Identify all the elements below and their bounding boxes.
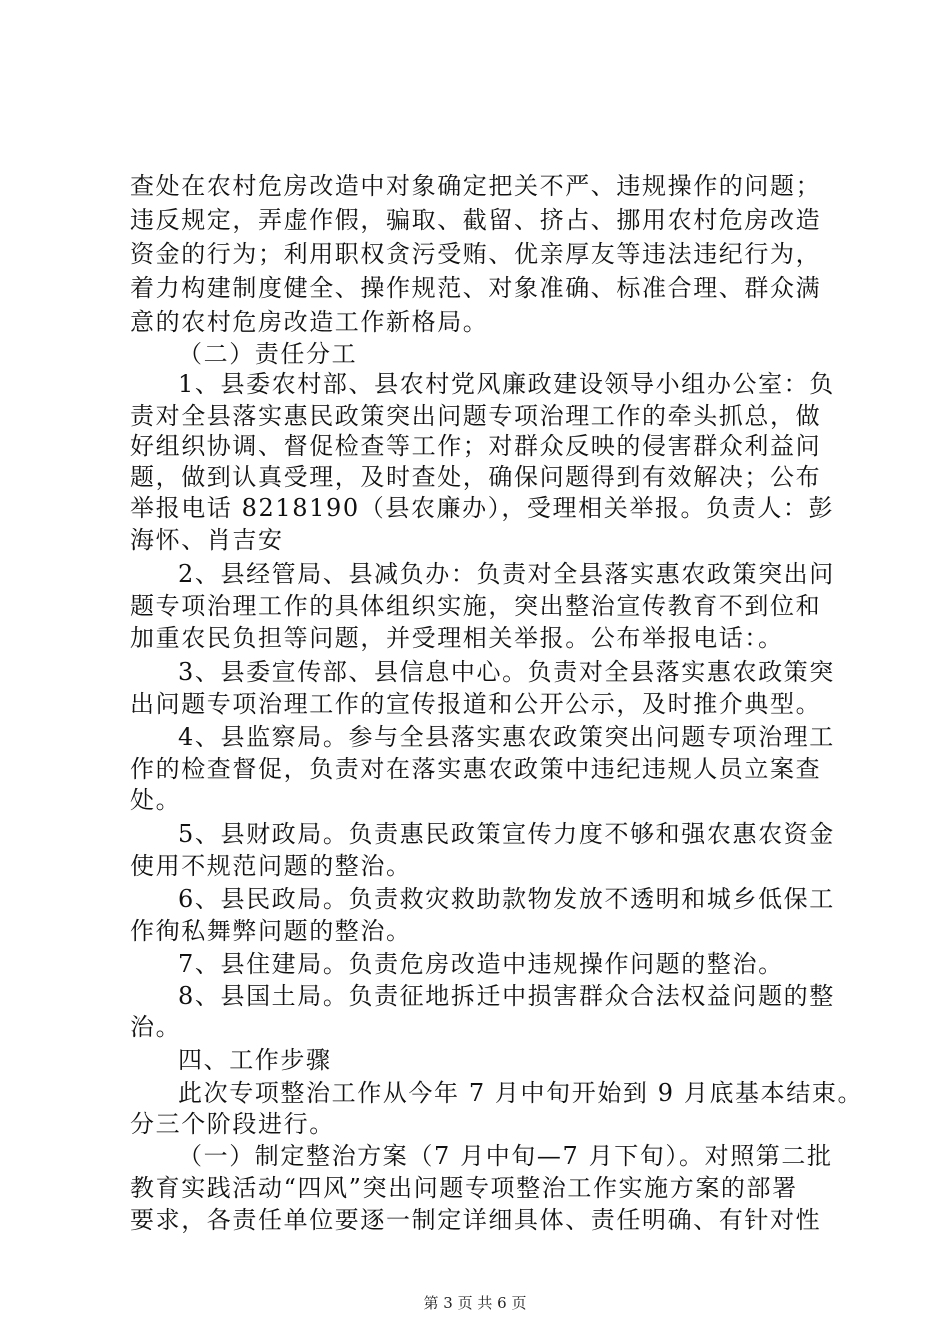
body-line-11: 举报电话 8218190（县农廉办），受理相关举报。负责人：彭 [130, 494, 835, 522]
section-heading-responsibility: （二）责任分工 [178, 340, 358, 368]
section-heading-work-steps: 四、工作步骤 [178, 1046, 332, 1074]
body-line-30: 分三个阶段进行。 [130, 1110, 335, 1138]
body-line-32: 教育实践活动“四风”突出问题专项整治工作实施方案的部署 [130, 1174, 798, 1202]
body-line-25: 7、县住建局。负责危房改造中违规操作问题的整治。 [178, 950, 784, 978]
body-line-29: 此次专项整治工作从今年 7 月中旬开始到 9 月底基本结束。 [178, 1079, 864, 1107]
body-line-21: 5、县财政局。负责惠民政策宣传力度不够和强农惠农资金 [178, 820, 835, 848]
body-line-18: 4、县监察局。参与全县落实惠农政策突出问题专项治理工 [178, 723, 835, 751]
body-line-13: 2、县经管局、县减负办：负责对全县落实惠农政策突出问 [178, 560, 835, 588]
body-line-3: 资金的行为；利用职权贪污受贿、优亲厚友等违法违纪行为， [130, 240, 822, 268]
body-line-33: 要求，各责任单位要逐一制定详细具体、责任明确、有针对性 [130, 1206, 822, 1234]
body-line-2: 违反规定，弄虚作假，骗取、截留、挤占、挪用农村危房改造 [130, 206, 822, 234]
body-line-17: 出问题专项治理工作的宣传报道和公开公示，及时推介典型。 [130, 690, 822, 718]
body-line-23: 6、县民政局。负责救灾救助款物发放不透明和城乡低保工 [178, 885, 835, 913]
body-line-1: 查处在农村危房改造中对象确定把关不严、违规操作的问题； [130, 172, 822, 200]
body-line-26: 8、县国土局。负责征地拆迁中损害群众合法权益问题的整 [178, 982, 835, 1010]
body-line-15: 加重农民负担等问题，并受理相关举报。公布举报电话：。 [130, 624, 784, 652]
body-line-14: 题专项治理工作的具体组织实施，突出整治宣传教育不到位和 [130, 592, 822, 620]
page-footer: 第 3 页 共 6 页 [423, 1294, 527, 1312]
body-line-24: 作徇私舞弊问题的整治。 [130, 917, 412, 945]
body-line-10: 题，做到认真受理，及时查处，确保问题得到有效解决；公布 [130, 463, 822, 491]
body-line-12: 海怀、肖吉安 [130, 526, 284, 554]
body-line-4: 着力构建制度健全、操作规范、对象准确、标准合理、群众满 [130, 274, 822, 302]
body-line-16: 3、县委宣传部、县信息中心。负责对全县落实惠农政策突 [178, 658, 835, 686]
body-line-8: 责对全县落实惠民政策突出问题专项治理工作的牵头抓总，做 [130, 402, 822, 430]
body-line-20: 处。 [130, 786, 182, 814]
body-line-27: 治。 [130, 1013, 182, 1041]
body-line-9: 好组织协调、督促检查等工作；对群众反映的侵害群众利益问 [130, 432, 822, 460]
body-line-31: （一）制定整治方案（7 月中旬—7 月下旬）。对照第二批 [178, 1142, 833, 1170]
body-line-5: 意的农村危房改造工作新格局。 [130, 308, 489, 336]
body-line-19: 作的检查督促，负责对在落实惠农政策中违纪违规人员立案查 [130, 755, 822, 783]
body-line-7: 1、县委农村部、县农村党风廉政建设领导小组办公室：负 [178, 370, 835, 398]
body-line-22: 使用不规范问题的整治。 [130, 852, 412, 880]
